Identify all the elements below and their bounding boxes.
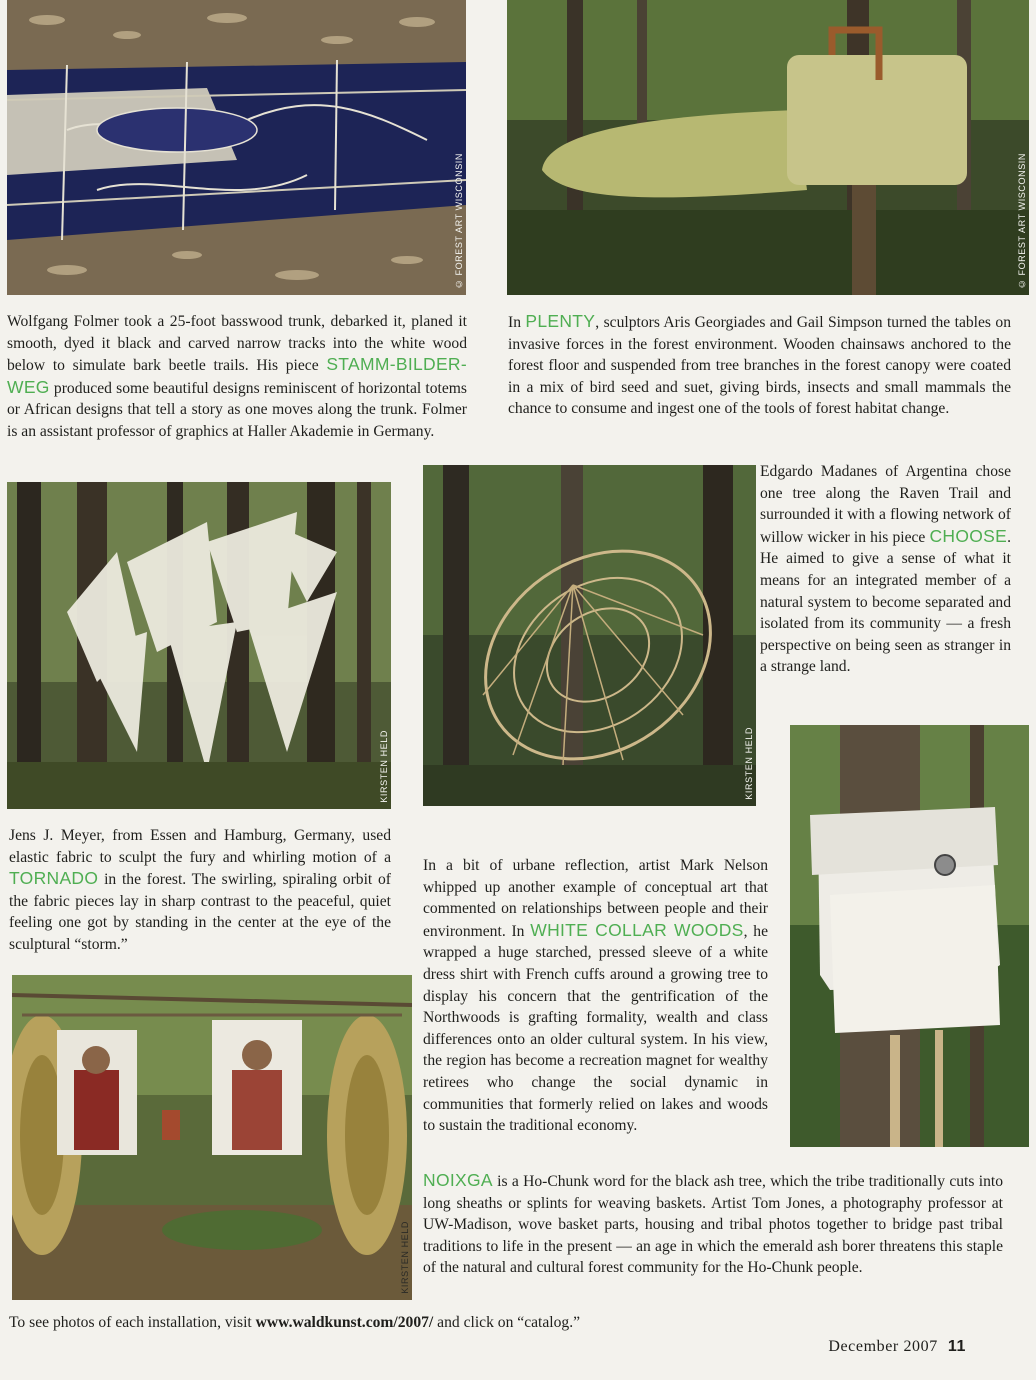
photo-credit: KIRSTEN HELD — [379, 730, 389, 803]
artwork-title: STAMM-BILDER-WEG — [7, 354, 467, 397]
caption-text: , sculptors Aris Georgiades and Gail Simpson turned the tables on invasive forces in the forest environment. Wooden chainsaws anchored to the forest floor and suspended from tree branches in the forest canopy were coated in a mix of bird seed and suet, giving birds, insects and small mammals the chance to consume and ingest one of the tools of forest habitat change. — [508, 314, 1011, 418]
photo-choose — [423, 465, 756, 806]
caption-noixga — [423, 1170, 1003, 1279]
photo-noixga — [12, 975, 412, 1300]
caption-text: produced some beautiful designs reminiscent of horizontal totems or African designs that tell a story as one moves along the trunk. Folmer is an assistant professor of graphics at Haller Akademie in Germany. — [7, 379, 467, 440]
footer-note — [9, 1314, 580, 1332]
photo-plenty — [507, 0, 1029, 295]
artwork-title: PLENTY — [525, 311, 596, 331]
footer-text: and click on “catalog.” — [433, 1314, 581, 1331]
caption-plenty — [508, 311, 1011, 420]
caption-text: In — [508, 314, 526, 331]
caption-text: Jens J. Meyer, from Essen and Hamburg, Germany, used elastic fabric to sculpt the fury and whirling motion of a — [9, 827, 391, 866]
artwork-title: NOIXGA — [423, 1170, 493, 1190]
photo-stamm-bilder-weg — [7, 0, 466, 295]
caption-text: Wolfgang Folmer took a 25-foot basswood trunk, debarked it, planed it smooth, dyed it black and carved narrow tracks into the white wood below to simulate bark beetle trails. His piece — [7, 313, 467, 375]
caption-text: , he wrapped a huge starched, pressed sleeve of a white dress shirt with French cuffs around a growing tree to display his concern that the gentrification of the Northwoods is grafting formality, wealth and class differences onto an older cultural system. In his view, the region has become a recreation magnet for wealthy retirees who change the social dynamic in communities that formerly relied on lakes and woods to sustain the traditional economy. — [423, 922, 769, 1135]
page-folio — [828, 1338, 966, 1356]
footer-text: To see photos of each installation, visit — [9, 1314, 256, 1331]
artwork-title: TORNADO — [9, 868, 99, 889]
photo-credit: © FOREST ART WISCONSIN — [454, 152, 464, 289]
photo-white-collar-woods — [790, 725, 1029, 1147]
artwork-title: CHOOSE — [929, 525, 1008, 546]
photo-credit: KIRSTEN HELD — [744, 727, 754, 800]
caption-choose — [760, 461, 1011, 678]
caption-tornado — [9, 825, 391, 956]
caption-text: is a Ho-Chunk word for the black ash tree, which the tribe traditionally cuts into long sheaths or splints for weaving baskets. Artist Tom Jones, a photography professor at UW-Madison, wove basket parts, housing and tribal photos together to bridge past tribal traditions to life in the present — an age in which the emerald ash borer threatens this staple of the natural and cultural forest community for the Ho-Chunk people. — [423, 1173, 1003, 1277]
issue-date: December 2007 — [828, 1338, 938, 1355]
caption-text: In a bit of urbane reflection, artist Mark Nelson whipped up another example of conceptual art that commented on relationships between people and their environment. In — [423, 857, 768, 940]
caption-stamm-bilder-weg — [7, 311, 467, 443]
caption-text: in the forest. The swirling, spiraling orbit of the fabric pieces lay in sharp contrast to the peaceful, quiet feeling one got by standing in the center at the eye of the sculptural “storm.” — [9, 871, 391, 953]
catalog-link[interactable]: www.waldkunst.com/2007/ — [255, 1314, 434, 1331]
caption-white-collar-woods — [423, 855, 768, 1137]
page-number: 11 — [947, 1338, 966, 1355]
photo-credit: © FOREST ART WISCONSIN — [1017, 152, 1027, 289]
photo-credit: KIRSTEN HELD — [400, 1221, 410, 1294]
caption-text: Edgardo Madanes of Argentina chose one tree along the Raven Trail and surrounded it with a flowing network of willow wicker in his piece — [760, 463, 1011, 546]
artwork-title: WHITE COLLAR WOODS — [530, 919, 744, 940]
photo-tornado — [7, 482, 391, 809]
caption-text: . He aimed to give a sense of what it means for an integrated member of a natural system to become separated and isolated from its community — a fresh perspective on being seen as stranger in a strange land. — [760, 528, 1011, 676]
